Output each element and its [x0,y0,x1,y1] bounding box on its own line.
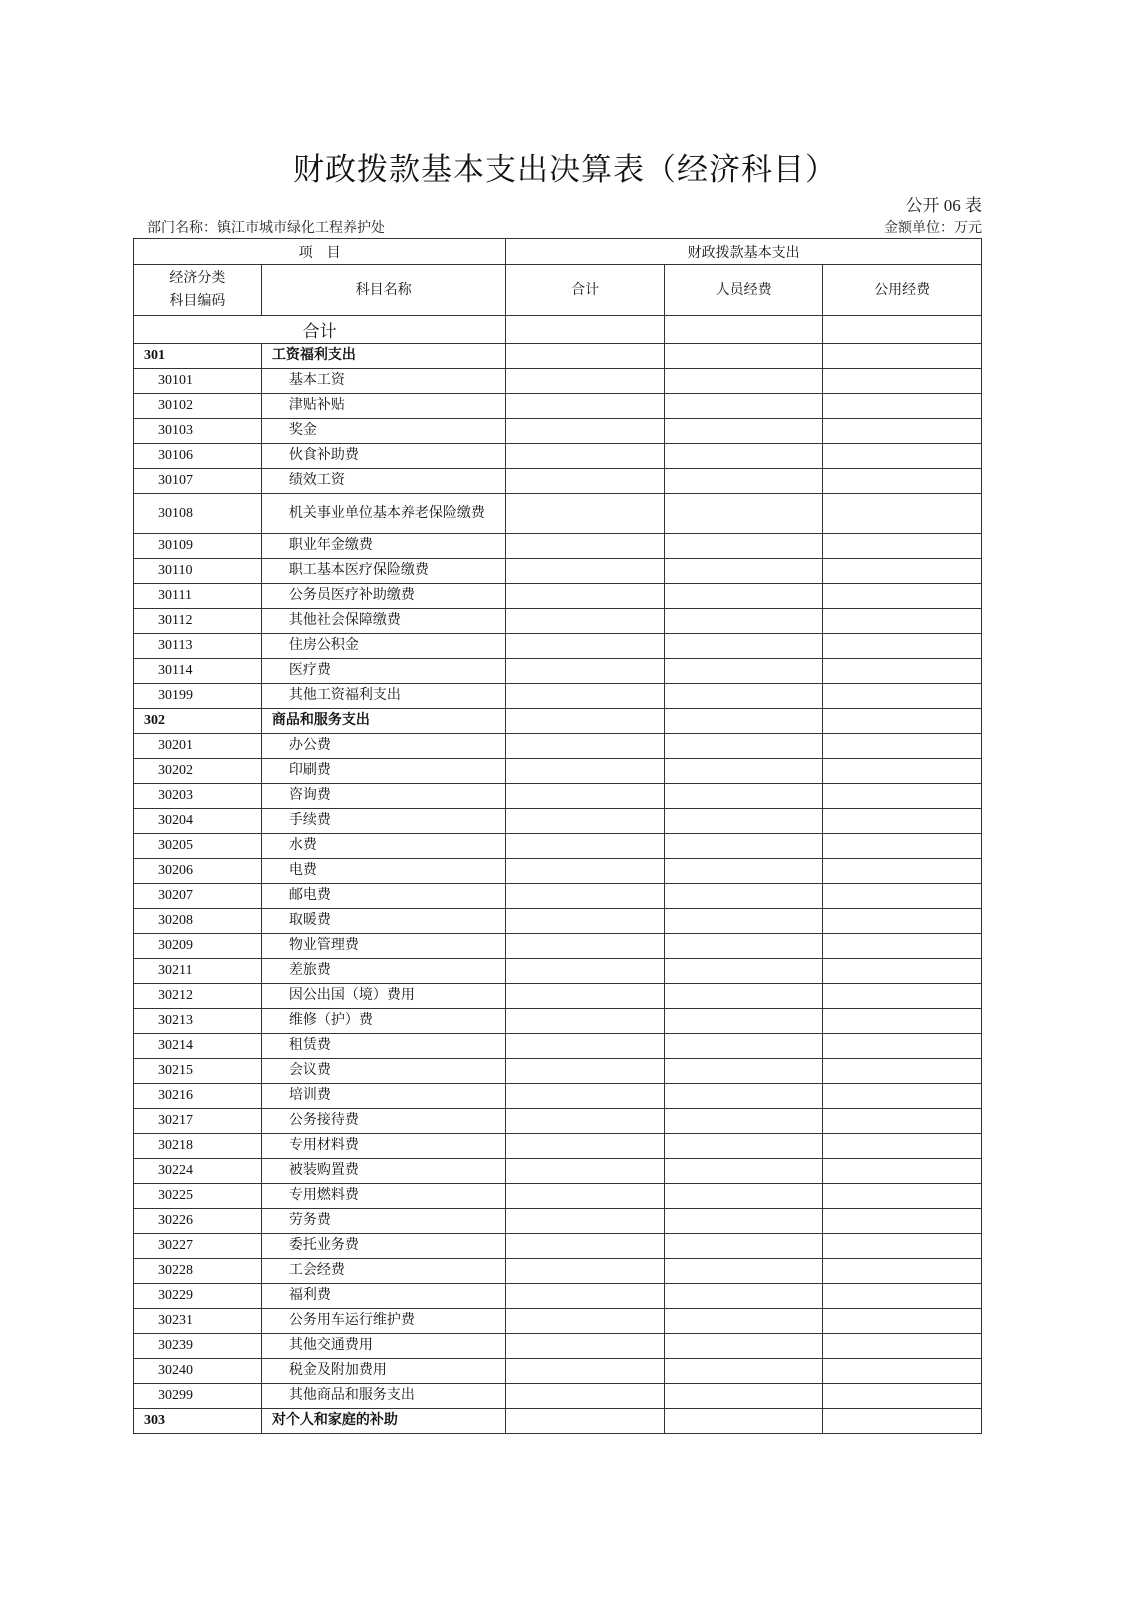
public-amount-cell [823,684,982,709]
subject-name-cell: 奖金 [261,419,505,444]
public-amount-cell [823,909,982,934]
subject-code-cell: 30203 [134,784,262,809]
subject-name-cell: 工会经费 [261,1259,505,1284]
total-amount-cell [506,1084,665,1109]
total-amount-cell [506,909,665,934]
total-amount-cell [506,316,665,344]
table-row [134,734,982,759]
table-row [134,1359,982,1384]
personnel-amount-cell [664,859,823,884]
subject-name-cell: 会议费 [261,1059,505,1084]
subject-code-cell: 302 [134,709,262,734]
table-row [134,784,982,809]
public-amount-cell [823,784,982,809]
subject-name-cell: 差旅费 [261,959,505,984]
personnel-amount-cell [664,419,823,444]
subject-name-cell: 福利费 [261,1284,505,1309]
subject-code-cell: 30213 [134,1009,262,1034]
subject-code-cell: 301 [134,344,262,369]
total-amount-cell [506,1184,665,1209]
public-amount-cell [823,1059,982,1084]
subject-name-cell: 专用材料费 [261,1134,505,1159]
table-row [134,1384,982,1409]
subject-name-cell: 职工基本医疗保险缴费 [261,559,505,584]
page-title: 财政拨款基本支出决算表（经济科目） [293,152,837,188]
subject-code-cell: 30108 [134,494,262,534]
table-row [134,1009,982,1034]
subject-name-cell: 公务接待费 [261,1109,505,1134]
total-amount-cell [506,1309,665,1334]
subject-code-cell: 30102 [134,394,262,419]
public-amount-cell [823,934,982,959]
personnel-amount-cell [664,884,823,909]
public-amount-cell [823,1009,982,1034]
total-amount-cell [506,444,665,469]
subject-name-cell: 手续费 [261,809,505,834]
subject-name-cell: 对个人和家庭的补助 [261,1409,505,1434]
code-column-header [134,265,262,316]
subject-name-cell: 取暖费 [261,909,505,934]
subject-name-cell: 电费 [261,859,505,884]
subject-code-cell: 30216 [134,1084,262,1109]
subject-name-cell: 公务用车运行维护费 [261,1309,505,1334]
subject-name-cell: 被装购置费 [261,1159,505,1184]
subject-name-cell: 维修（护）费 [261,1009,505,1034]
table-row [134,369,982,394]
personnel-amount-cell [664,834,823,859]
code-header-line2: 科目编码 [169,294,226,309]
personnel-amount-cell [664,1184,823,1209]
subject-code-cell: 30114 [134,659,262,684]
subject-code-cell: 30109 [134,534,262,559]
personnel-amount-cell [664,609,823,634]
subject-name-cell: 工资福利支出 [261,344,505,369]
subject-name-cell: 劳务费 [261,1209,505,1234]
personnel-amount-cell [664,394,823,419]
table-row [134,534,982,559]
public-amount-cell [823,584,982,609]
subject-code-cell: 30205 [134,834,262,859]
table-row [134,684,982,709]
total-amount-cell [506,1384,665,1409]
table-row [134,909,982,934]
personnel-amount-cell [664,934,823,959]
total-amount-cell [506,759,665,784]
table-row [134,494,982,534]
table-row [134,1109,982,1134]
total-amount-cell [506,1009,665,1034]
public-amount-cell [823,1309,982,1334]
total-amount-cell [506,1284,665,1309]
personnel-amount-cell [664,444,823,469]
public-amount-cell [823,394,982,419]
table-row [134,834,982,859]
subject-name-cell: 委托业务费 [261,1234,505,1259]
subject-name-cell: 其他社会保障缴费 [261,609,505,634]
subject-name-cell: 其他工资福利支出 [261,684,505,709]
public-amount-cell [823,1259,982,1284]
total-amount-cell [506,419,665,444]
personnel-amount-cell [664,1209,823,1234]
code-header-line1: 经济分类 [169,271,226,286]
subject-code-cell: 30202 [134,759,262,784]
total-amount-cell [506,584,665,609]
subject-name-cell: 津贴补贴 [261,394,505,419]
subject-name-cell: 培训费 [261,1084,505,1109]
personnel-amount-cell [664,1034,823,1059]
public-amount-cell [823,559,982,584]
public-amount-cell [823,534,982,559]
public-amount-cell [823,1234,982,1259]
subject-code-cell: 30218 [134,1134,262,1159]
total-row [134,316,982,344]
header-row-1 [134,239,982,265]
subject-name-cell: 专用燃料费 [261,1184,505,1209]
personnel-amount-cell [664,959,823,984]
public-amount-cell [823,659,982,684]
subject-name-cell: 其他商品和服务支出 [261,1384,505,1409]
subject-name-cell: 印刷费 [261,759,505,784]
subject-code-cell: 30107 [134,469,262,494]
personnel-amount-cell [664,734,823,759]
total-column-header: 合计 [506,265,665,316]
total-amount-cell [506,394,665,419]
total-amount-cell [506,984,665,1009]
basic-expense-header: 财政拨款基本支出 [506,239,982,265]
personnel-amount-cell [664,584,823,609]
public-amount-cell [823,859,982,884]
total-amount-cell [506,859,665,884]
total-amount-cell [506,709,665,734]
personnel-amount-cell [664,759,823,784]
personnel-amount-cell [664,784,823,809]
personnel-amount-cell [664,1059,823,1084]
subject-code-cell: 30231 [134,1309,262,1334]
public-amount-cell [823,1359,982,1384]
public-amount-cell [823,369,982,394]
subject-code-cell: 30214 [134,1034,262,1059]
table-row [134,1209,982,1234]
subject-code-cell: 30103 [134,419,262,444]
subject-code-cell: 30112 [134,609,262,634]
personnel-amount-cell [664,1284,823,1309]
table-row [134,1184,982,1209]
public-amount-cell [823,984,982,1009]
table-row [134,634,982,659]
public-column-header: 公用经费 [823,265,982,316]
public-amount-cell [823,709,982,734]
personnel-amount-cell [664,494,823,534]
table-row [134,1059,982,1084]
subject-code-cell: 30240 [134,1359,262,1384]
subject-name-cell: 商品和服务支出 [261,709,505,734]
total-amount-cell [506,1234,665,1259]
subject-code-cell: 30225 [134,1184,262,1209]
subject-name-cell: 职业年金缴费 [261,534,505,559]
public-amount-cell [823,419,982,444]
subject-code-cell: 30106 [134,444,262,469]
public-amount-cell [823,344,982,369]
table-row [134,1134,982,1159]
total-amount-cell [506,659,665,684]
subject-code-cell: 30211 [134,959,262,984]
subject-code-cell: 30212 [134,984,262,1009]
category-row [134,709,982,734]
public-amount-cell [823,1159,982,1184]
subject-code-cell: 30215 [134,1059,262,1084]
personnel-amount-cell [664,534,823,559]
subject-code-cell: 30209 [134,934,262,959]
personnel-amount-cell [664,1259,823,1284]
subject-name-cell: 物业管理费 [261,934,505,959]
public-amount-cell [823,1184,982,1209]
subject-code-cell: 30113 [134,634,262,659]
total-amount-cell [506,959,665,984]
total-public-cell [823,316,982,344]
personnel-amount-cell [664,559,823,584]
table-row [134,419,982,444]
total-amount-cell [506,1134,665,1159]
subject-name-cell: 因公出国（境）费用 [261,984,505,1009]
public-amount-cell [823,1109,982,1134]
total-amount-cell [506,1334,665,1359]
table-row [134,659,982,684]
name-column-header: 科目名称 [261,265,505,316]
subject-name-cell: 住房公积金 [261,634,505,659]
public-amount-cell [823,1034,982,1059]
table-row [134,934,982,959]
total-amount-cell [506,534,665,559]
total-amount-cell [506,809,665,834]
personnel-amount-cell [664,469,823,494]
table-row [134,559,982,584]
total-amount-cell [506,1034,665,1059]
personnel-column-header: 人员经费 [664,265,823,316]
total-amount-cell [506,784,665,809]
subject-code-cell: 30299 [134,1384,262,1409]
personnel-amount-cell [664,1409,823,1434]
personnel-amount-cell [664,344,823,369]
subject-name-cell: 医疗费 [261,659,505,684]
public-amount-cell [823,1134,982,1159]
category-row [134,344,982,369]
personnel-amount-cell [664,909,823,934]
total-amount-cell [506,494,665,534]
subject-code-cell: 30229 [134,1284,262,1309]
personnel-amount-cell [664,659,823,684]
personnel-amount-cell [664,1234,823,1259]
total-amount-cell [506,369,665,394]
personnel-amount-cell [664,1134,823,1159]
subject-name-cell: 水费 [261,834,505,859]
public-amount-cell [823,1084,982,1109]
total-amount-cell [506,684,665,709]
subject-code-cell: 30101 [134,369,262,394]
table-row [134,609,982,634]
table-row [134,1034,982,1059]
table-row [134,809,982,834]
subject-code-cell: 30217 [134,1109,262,1134]
total-amount-cell [506,1159,665,1184]
subject-code-cell: 30201 [134,734,262,759]
personnel-amount-cell [664,709,823,734]
header-row-2 [134,265,982,316]
project-header: 项 目 [134,239,506,265]
table-row [134,394,982,419]
subject-name-cell: 咨询费 [261,784,505,809]
subject-code-cell: 30208 [134,909,262,934]
total-amount-cell [506,344,665,369]
amount-unit: 金额单位：万元 [884,221,982,236]
table-row [134,584,982,609]
total-label: 合计 [134,316,506,344]
public-amount-cell [823,884,982,909]
public-amount-cell [823,734,982,759]
total-amount-cell [506,1059,665,1084]
total-amount-cell [506,1359,665,1384]
subject-code-cell: 30204 [134,809,262,834]
total-amount-cell [506,469,665,494]
table-row [134,1159,982,1184]
table-row [134,1084,982,1109]
public-amount-cell [823,469,982,494]
personnel-amount-cell [664,1384,823,1409]
personnel-amount-cell [664,809,823,834]
total-personnel-cell [664,316,823,344]
public-amount-cell [823,959,982,984]
subject-code-cell: 30207 [134,884,262,909]
personnel-amount-cell [664,984,823,1009]
department-name: 部门名称：镇江市城市绿化工程养护处 [147,221,385,236]
table-row [134,959,982,984]
personnel-amount-cell [664,634,823,659]
public-amount-cell [823,1284,982,1309]
public-amount-cell [823,809,982,834]
public-amount-cell [823,834,982,859]
public-amount-cell [823,444,982,469]
public-amount-cell [823,1409,982,1434]
table-row [134,859,982,884]
personnel-amount-cell [664,369,823,394]
subject-code-cell: 30226 [134,1209,262,1234]
public-amount-cell [823,634,982,659]
subject-name-cell: 办公费 [261,734,505,759]
public-amount-cell [823,1384,982,1409]
total-amount-cell [506,834,665,859]
subject-name-cell: 伙食补助费 [261,444,505,469]
public-amount-cell [823,494,982,534]
personnel-amount-cell [664,1084,823,1109]
table-row [134,1284,982,1309]
subject-name-cell: 绩效工资 [261,469,505,494]
subject-name-cell: 公务员医疗补助缴费 [261,584,505,609]
personnel-amount-cell [664,1334,823,1359]
table-row [134,444,982,469]
expense-table [133,238,982,1434]
total-amount-cell [506,609,665,634]
subject-code-cell: 303 [134,1409,262,1434]
subject-code-cell: 30239 [134,1334,262,1359]
personnel-amount-cell [664,1009,823,1034]
category-row [134,1409,982,1434]
subject-code-cell: 30224 [134,1159,262,1184]
table-row [134,1234,982,1259]
subject-code-cell: 30110 [134,559,262,584]
subject-code-cell: 30111 [134,584,262,609]
subject-name-cell: 税金及附加费用 [261,1359,505,1384]
table-row [134,1334,982,1359]
total-amount-cell [506,884,665,909]
personnel-amount-cell [664,1309,823,1334]
total-amount-cell [506,559,665,584]
public-amount-cell [823,1334,982,1359]
public-amount-cell [823,1209,982,1234]
table-row [134,984,982,1009]
total-amount-cell [506,734,665,759]
subject-name-cell: 基本工资 [261,369,505,394]
public-amount-cell [823,609,982,634]
subject-code-cell: 30206 [134,859,262,884]
total-amount-cell [506,1409,665,1434]
form-code: 公开 06 表 [905,196,982,215]
subject-name-cell: 机关事业单位基本养老保险缴费 [261,494,505,534]
subject-name-cell: 租赁费 [261,1034,505,1059]
table-row [134,1309,982,1334]
subject-code-cell: 30199 [134,684,262,709]
total-amount-cell [506,634,665,659]
total-amount-cell [506,934,665,959]
personnel-amount-cell [664,1159,823,1184]
total-amount-cell [506,1209,665,1234]
table-row [134,469,982,494]
subject-name-cell: 邮电费 [261,884,505,909]
total-amount-cell [506,1109,665,1134]
public-amount-cell [823,759,982,784]
subject-code-cell: 30228 [134,1259,262,1284]
subject-name-cell: 其他交通费用 [261,1334,505,1359]
personnel-amount-cell [664,1359,823,1384]
subject-code-cell: 30227 [134,1234,262,1259]
table-row [134,759,982,784]
personnel-amount-cell [664,1109,823,1134]
total-amount-cell [506,1259,665,1284]
personnel-amount-cell [664,684,823,709]
table-row [134,884,982,909]
table-row [134,1259,982,1284]
